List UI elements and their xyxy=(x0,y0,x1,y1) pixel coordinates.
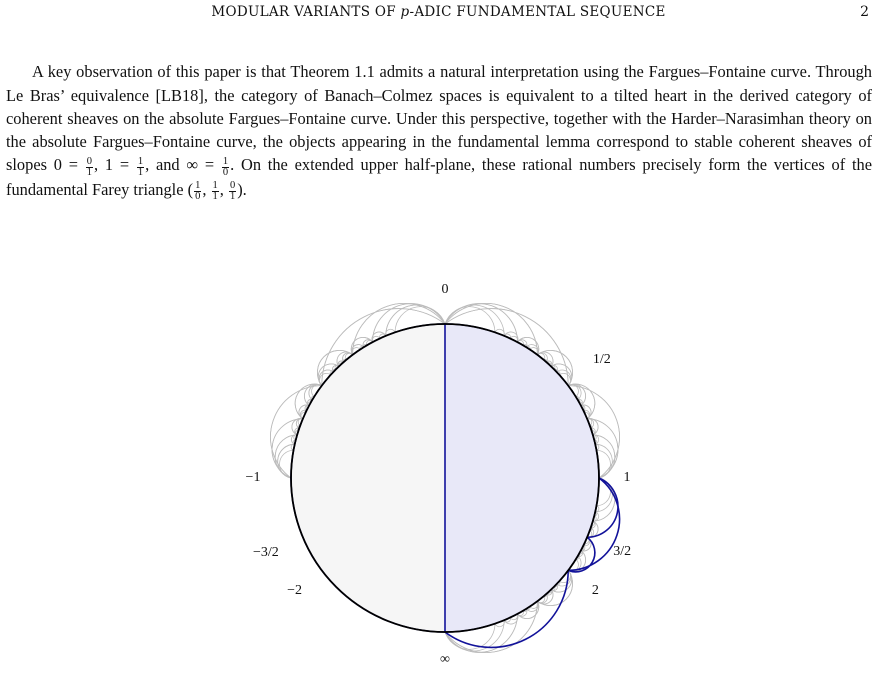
label-one-half: 1/2 xyxy=(592,352,611,368)
running-title-part: -ADIC FUNDAMENTAL SEQUENCE xyxy=(409,4,666,20)
fraction-numerator: 1 xyxy=(137,155,144,167)
paragraph-text: ). xyxy=(237,179,247,199)
paragraph-text: A key observation of this paper is that Theorem 1.1 admits a natural interpretation using the Fargues–Fontaine curve. Through Le Bras’ equivalence [LB18], the category of Banach–Colmez spaces is equivalent to a tilted heart in the derived category of coherent sheaves on the absolute Fargues–Fontaine curve. Under this perspective, together with the Harder–Narasimhan theory on the absolute Fargues–Fontaine curve, the objects appearing in the fundamental lemma correspond to stable coherent sheaves of slopes 0 = xyxy=(6,62,872,175)
page-number: 2 xyxy=(860,4,869,20)
label-minus-three-halves: −3/2 xyxy=(253,544,279,560)
label-one: 1 xyxy=(623,470,631,485)
label-three-halves: 3/2 xyxy=(613,543,632,559)
paragraph-text: , xyxy=(202,179,211,199)
fraction-denominator: 1 xyxy=(86,166,92,178)
fraction-numerator: 1 xyxy=(212,180,218,192)
fraction-denominator: 0 xyxy=(195,191,201,203)
label-zero: 0 xyxy=(441,282,449,297)
running-title-part: MODULAR VARIANTS OF xyxy=(211,4,401,20)
running-title-italic: p xyxy=(400,4,410,20)
fraction-denominator: 1 xyxy=(137,166,144,178)
fraction-numerator: 0 xyxy=(86,155,92,167)
paragraph-text: , xyxy=(219,179,228,199)
paragraph-text: , and ∞ = xyxy=(145,155,221,175)
fraction-denominator: 0 xyxy=(222,166,229,178)
fraction-numerator: 1 xyxy=(195,180,201,192)
label-minus-two: −2 xyxy=(287,582,303,598)
fundamental-triangle-fill xyxy=(445,324,599,632)
paragraph-text: . On the extended upper half-plane, these rational numbers precisely form the vertices of the fundamental Farey triangle ( xyxy=(6,155,872,199)
label-minus-one: −1 xyxy=(245,470,261,485)
fraction-numerator: 1 xyxy=(222,155,229,167)
fraction-denominator: 1 xyxy=(212,191,218,203)
fraction-numerator: 0 xyxy=(229,180,236,192)
label-two: 2 xyxy=(591,582,599,598)
paragraph-text: , 1 = xyxy=(93,155,136,175)
fraction-denominator: 1 xyxy=(229,191,236,203)
label-infinity: ∞ xyxy=(440,652,450,667)
